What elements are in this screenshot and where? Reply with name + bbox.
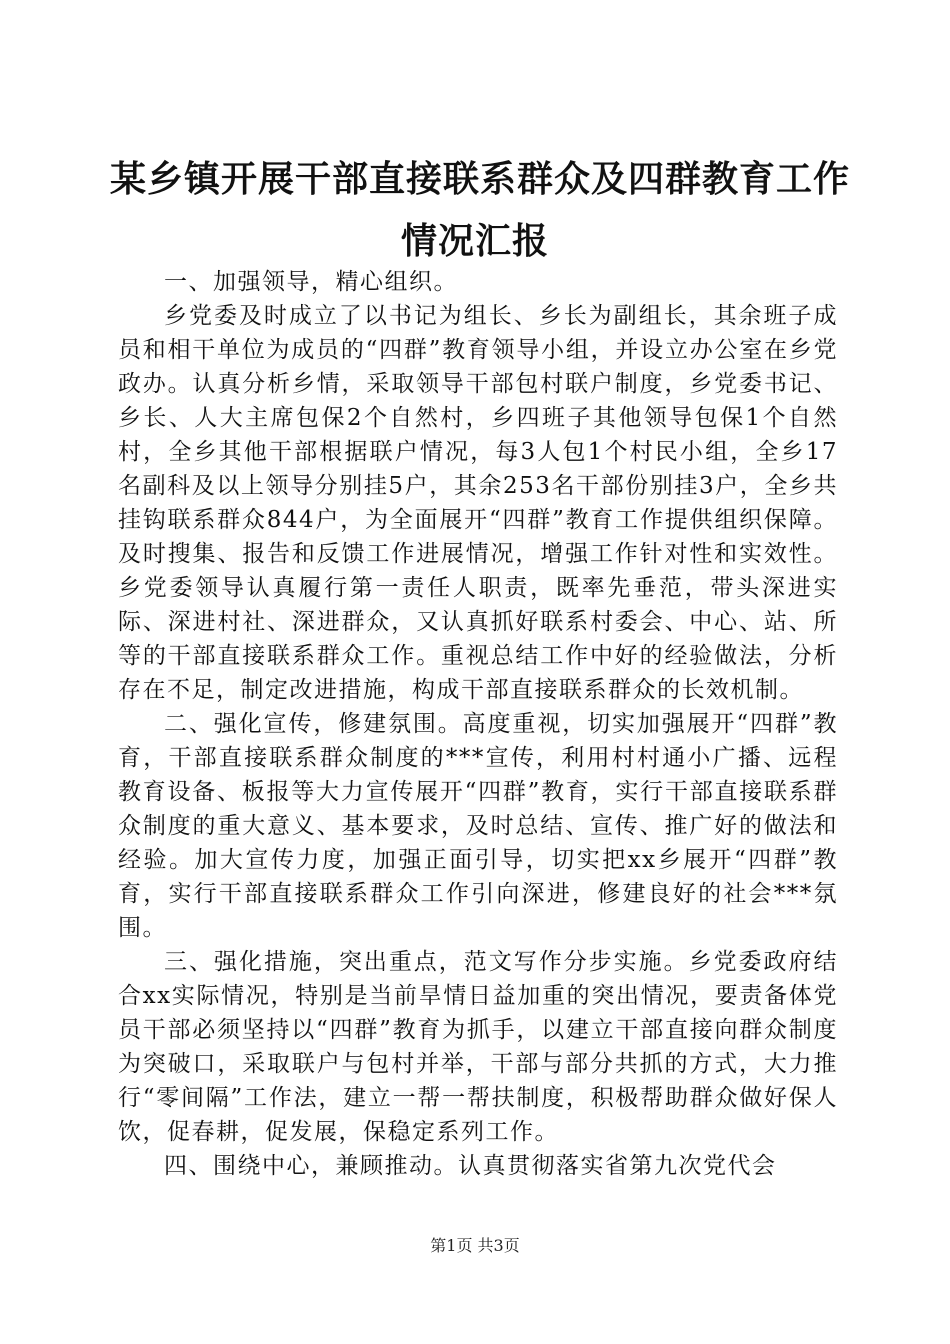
- page-number-footer: 第1页 共3页: [430, 1236, 520, 1255]
- paragraph-section-1-heading: 一、加强领导，精心组织。: [164, 269, 458, 295]
- paragraph-section-3: 三、强化措施，突出重点，范文写作分步实施。乡党委政府结合xx实际情况，特别是当前旱情日益加重的突出情况，要责备体党员干部必须坚持以“四群”教育为抓手，以建立干部直接向群众制度为突破口，采取联户与包村并举，干部与部分共抓的方式，大力推行“零间隔”工作法，建立一帮一帮扶制度，积极帮助群众做好保人饮，促春耕，促发展，保稳定系列工作。: [118, 949, 838, 1145]
- paragraph-section-4: 四、围绕中心，兼顾推动。认真贯彻落实省第九次党代会: [164, 1153, 777, 1179]
- document-title-line-2: 情况汇报: [400, 221, 549, 262]
- document-title-line-1: 某乡镇开展干部直接联系群众及四群教育工作: [110, 159, 851, 200]
- paragraph-section-2: 二、强化宣传，修建氛围。高度重视，切实加强展开“四群”教育，干部直接联系群众制度的***宣传，利用村村通小广播、远程教育设备、板报等大力宣传展开“四群”教育，实行干部直接联系群众制度的重大意义、基本要求，及时总结、宣传、推广好的做法和经验。加大宣传力度，加强正面引导，切实把xx乡展开“四群”教育，实行干部直接联系群众工作引向深进，修建良好的社会***氛围。: [118, 711, 838, 941]
- document-body: [118, 265, 838, 1183]
- paragraph-section-1-body: 乡党委及时成立了以书记为组长、乡长为副组长，其余班子成员和相干单位为成员的“四群”教育领导小组，并设立办公室在乡党政办。认真分析乡情，采取领导干部包村联户制度，乡党委书记、乡长、人大主席包保2个自然村，乡四班子其他领导包保1个自然村，全乡其他干部根据联户情况，每3人包1个村民小组，全乡17名副科及以上领导分别挂5户，其余253名干部份别挂3户，全乡共挂钩联系群众844户，为全面展开“四群”教育工作提供组织保障。及时搜集、报告和反馈工作进展情况，增强工作针对性和实效性。乡党委领导认真履行第一责任人职责，既率先垂范，带头深进实际、深进村社、深进群众，又认真抓好联系村委会、中心、站、所等的干部直接联系群众工作。重视总结工作中好的经验做法，分析存在不足，制定改进措施，构成干部直接联系群众的长效机制。: [118, 303, 838, 703]
